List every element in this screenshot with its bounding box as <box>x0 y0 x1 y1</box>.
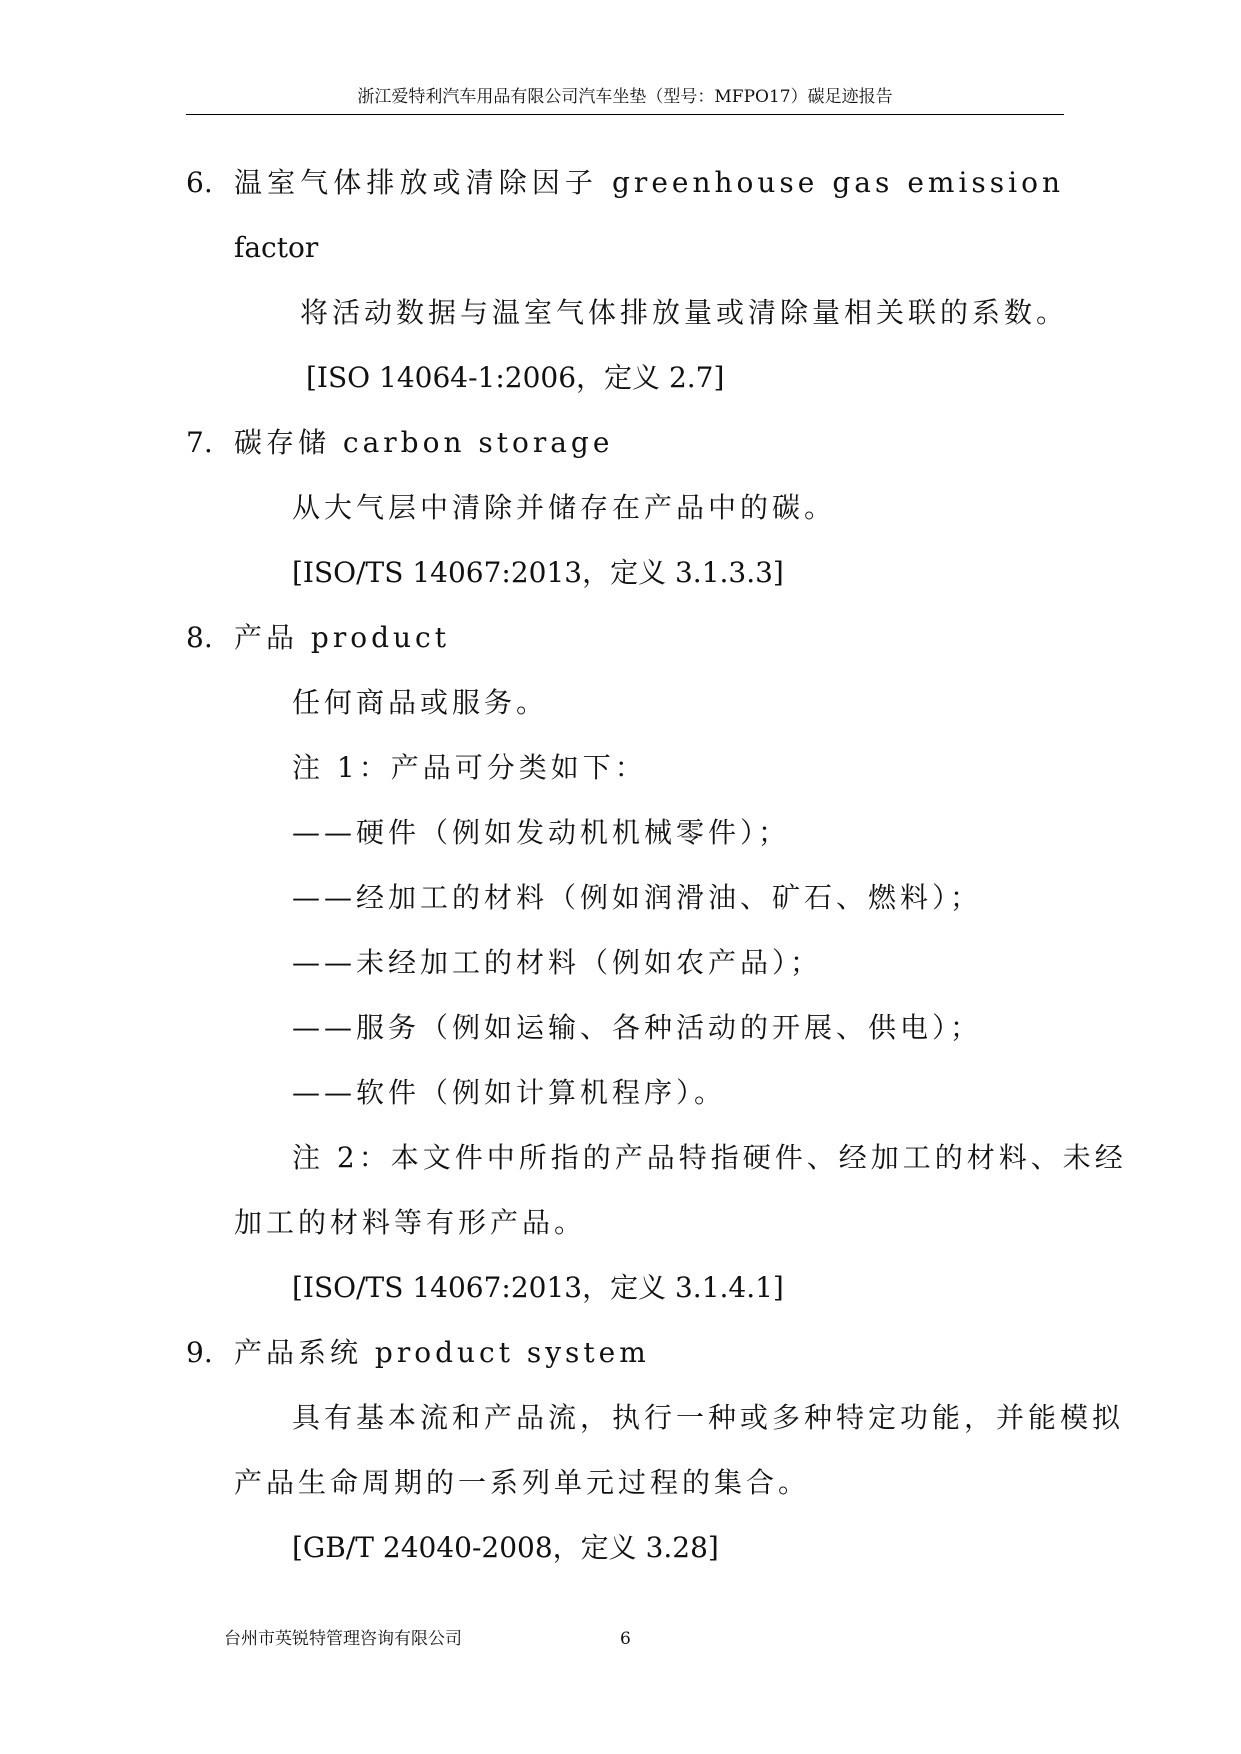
section-6-definition <box>186 280 1069 345</box>
section-9-definition-line-1 <box>186 1385 1125 1450</box>
reference-text: [ISO 14064-1:2006，定义 2.7] <box>306 361 725 394</box>
note-text: 注 2：本文件中所指的产品特指硬件、经加工的材料、未经 <box>292 1141 1127 1174</box>
definition-text-continued: 产品生命周期的一系列单元过程的集合。 <box>234 1466 811 1499</box>
term-title: 温室气体排放或清除因子 greenhouse gas emission <box>234 166 1064 199</box>
section-8-reference <box>186 1255 1064 1320</box>
section-number: 6. <box>186 166 213 199</box>
section-number: 8. <box>186 621 213 654</box>
header-divider <box>186 114 1064 115</box>
reference-text: [ISO/TS 14067:2013，定义 3.1.4.1] <box>292 1271 784 1304</box>
section-6-reference <box>186 345 1064 410</box>
definition-text: 从大气层中清除并储存在产品中的碳。 <box>292 491 837 524</box>
list-item-text: ——硬件（例如发动机机械零件）； <box>292 816 791 849</box>
section-6-term-line-2 <box>186 215 1064 280</box>
page-header: 浙江爱特利汽车用品有限公司汽车坐垫（型号：MFPO17）碳足迹报告 <box>357 87 893 107</box>
list-item-text: ——服务（例如运输、各种活动的开展、供电）； <box>292 1011 983 1044</box>
list-item <box>186 800 1064 865</box>
section-7-term <box>186 410 1064 475</box>
section-9-definition-line-2 <box>186 1450 1064 1515</box>
section-6-term-line-1 <box>186 150 1064 215</box>
section-7-reference <box>186 540 1064 605</box>
section-8-note-2-line-1 <box>186 1125 1127 1190</box>
list-item <box>186 1060 1064 1125</box>
list-item-text: ——经加工的材料（例如润滑油、矿石、燃料）； <box>292 881 983 914</box>
section-number: 9. <box>186 1336 213 1369</box>
term-title: 产品系统 product system <box>234 1336 650 1369</box>
note-text-continued: 加工的材料等有形产品。 <box>234 1206 587 1239</box>
note-text: 注 1：产品可分类如下： <box>292 751 647 784</box>
list-item <box>186 865 1064 930</box>
section-8-definition <box>186 670 1064 735</box>
definition-text: 具有基本流和产品流，执行一种或多种特定功能，并能模拟 <box>292 1401 1125 1434</box>
section-7-definition <box>186 475 1064 540</box>
term-title-continued: factor <box>234 231 319 264</box>
section-9-term <box>186 1320 1064 1385</box>
section-8-term <box>186 605 1064 670</box>
page-number: 6 <box>620 1629 631 1649</box>
definition-text: 将活动数据与温室气体排放量或清除量相关联的系数。 <box>300 296 1069 329</box>
document-body <box>186 150 1127 1580</box>
list-item-text: ——未经加工的材料（例如农产品）； <box>292 946 823 979</box>
term-title: 产品 product <box>234 621 450 654</box>
list-item <box>186 930 1064 995</box>
footer-company: 台州市英锐特管理咨询有限公司 <box>224 1629 462 1649</box>
section-9-reference <box>186 1515 1064 1580</box>
definition-text: 任何商品或服务。 <box>292 686 549 719</box>
list-item <box>186 995 1064 1060</box>
reference-text: [ISO/TS 14067:2013，定义 3.1.3.3] <box>292 556 784 589</box>
section-8-note-2-line-2 <box>186 1190 1064 1255</box>
reference-text: [GB/T 24040-2008，定义 3.28] <box>292 1531 719 1564</box>
section-8-note-1 <box>186 735 1064 800</box>
section-number: 7. <box>186 426 213 459</box>
list-item-text: ——软件（例如计算机程序）。 <box>292 1076 727 1109</box>
term-title: 碳存储 carbon storage <box>234 426 614 459</box>
